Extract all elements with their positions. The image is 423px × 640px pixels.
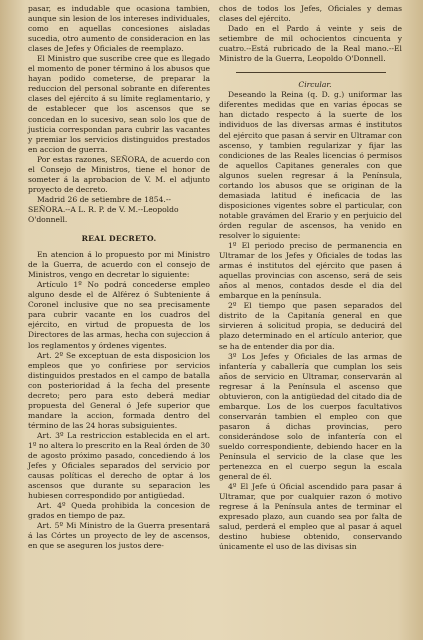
paragraph: Por estas razones, SEÑORA, de acuerdo con el Consejo de Ministros, tiene el honor de someter á la aprobacion de V. M. el adjunto proyecto de decreto. (28, 154, 210, 194)
paragraph: pasar, es indudable que ocasiona tambien, aunque sin lesion de los intereses individuales, como en aquellas concesiones aisladas sucedia, otro aumento de consideracion en las clases de Jefes y Oficiales de reemplazo. (28, 4, 210, 54)
article-5: Art. 5º Mi Ministro de la Guerra presentará á las Córtes un proyecto de ley de ascensos, en que se aseguren los justos dere- (28, 521, 210, 551)
paragraph: El Ministro que suscribe cree que es llegado el momento de poner término á los abusos que hayan podido cometerse, de preparar la reduccion del personal sobrante en diferentes clases del ejército á su límite reglamentario, y de establecer que los ascensos que se concedan en lo sucesivo, sean solo los que de justicia correspondan para cubrir las vacantes y premiar los servicios distinguidos prestados en accion de guerra. (28, 54, 210, 154)
section-heading-real-decreto: REAL DECRETO. (81, 234, 157, 244)
clause-3: 3º Los Jefes y Oficiales de las armas de infantería y caballería que cumplan los seis años de servicio en Ultramar, conservarán al regresar á la Península el ascenso que obtuvieron, con la antigüedad del citado dia de embarque. Los de los cuerpos facultativos conservarán tambien el empleo con que pasaron á dichas provincias, pero considerándose solo de infantería con el sueldo correspondiente, debiendo hacer en la Península el servicio de la clase que les pertenezca en el cuerpo segun la escala general de él. (219, 351, 402, 482)
date-signature-line: Dado en el Pardo á veinte y seis de setiembre de mil ochocientos cincuenta y cuatro.--Está rubricado de la Real mano.--El Ministro de la Guerra, Leopoldo O'Donnell. (219, 24, 402, 64)
left-column (28, 4, 210, 551)
clause-4: 4º El Jefe ú Oficial ascendido para pasar á Ultramar, que por cualquier razon ó motivo regrese á la Península antes de terminar el expresado plazo, aun cuando sea por falta de salud, perderá el empleo que al pasar á aquel destino hubiese obtenido, conservando únicamente el uso de las divisas sin (219, 482, 402, 552)
section-divider (236, 72, 386, 73)
paragraph: En atencion á lo propuesto por mi Ministro de la Guerra, de acuerdo con el consejo de Ministros, vengo en decretar lo siguiente: (28, 250, 210, 280)
article-1: Artículo 1º No podrá concederse empleo alguno desde el de Alférez ó Subteniente á Coronel inclusive que no sea precisamente para cubrir vacante en los cuadros del ejército, en virtud de propuesta de los Directores de las armas, hecha con sujeccion á los reglamentos y órdenes vigentes. (28, 280, 210, 350)
clause-2: 2º El tiempo que pasen separados del distrito de la Capitanía general en que sirvieren á solicitud propia, se deducirá del plazo determinado en el artículo anterior, que se ha de entender dia por dia. (219, 301, 402, 351)
date-signature-line: Madrid 26 de setiembre de 1854.--SEÑORA.--A L. R. P. de V. M.--Leopoldo O'donnell. (28, 194, 179, 224)
clause-1: 1º El periodo preciso de permanencia en Ultramar de los Jefes y Oficiales de todas las armas é institutos del ejército que pasen á aquellas provincias con ascenso, será de seis años al menos, contados desde el dia del embarque en la península. (219, 241, 402, 301)
article-4: Art. 4º Queda prohibida la concesion de grados en tiempo de paz. (28, 501, 210, 521)
section-heading-circular: Circular. (298, 80, 332, 90)
paragraph: Deseando la Reina (q. D. g.) uniformar las diferentes medidas que en varias épocas se han dictado respecto á la suerte de los individuos de las diversas armas é institutos del ejército que pasan á servir en Ultramar con ascenso, y tambien regularizar y fijar las condiciones de las Reales licencias ó permisos de aquellos Capitanes generales con que algunos suelen regresar á la Península, cortando los abusos que se originan de la demasiada latitud é ineficacia de las disposiciones vigentes sobre el particular, con notable gravámen del Erario y en perjuicio del órden regular de ascensos, ha venido en resolver lo siguiente: (219, 90, 402, 240)
article-3: Art. 3º La restriccion establecida en el art. 1º no altera lo prescrito en la Real órden de 30 de agosto próximo pasado, concediendo á los Jefes y Oficiales separados del servicio por causas políticas el derecho de optar á los ascensos que durante su separacion les hubiesen correspondido por antigüedad. (28, 430, 210, 501)
paragraph: chos de todos los Jefes, Oficiales y demas clases del ejército. (219, 4, 402, 24)
right-column (219, 4, 402, 552)
article-2: Art. 2º Se exceptuan de esta disposicion los empleos que yo confiriese por servicios distinguidos prestados en el campo de batalla con posterioridad á la fecha del presente decreto; pero para esto deberá mediar propuesta del General ó Jefe superior que mandare la accion, formada dentro del término de las 24 horas subsiguientes. (28, 350, 210, 430)
